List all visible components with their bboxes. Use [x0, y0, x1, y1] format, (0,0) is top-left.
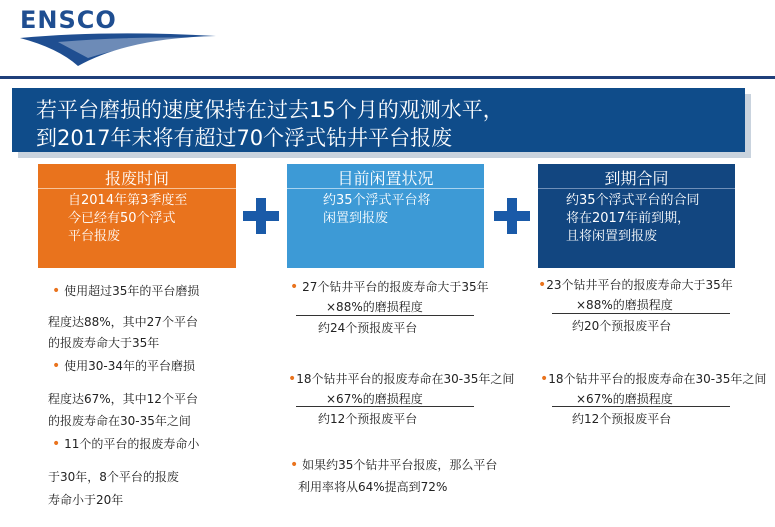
calc-line: ×88%的磨损程度 — [326, 300, 423, 314]
bullet-icon: • — [538, 277, 547, 293]
plus-icon — [241, 196, 281, 236]
bullet-icon: • — [288, 371, 297, 387]
box-title-divider — [538, 188, 735, 189]
plus-icon — [492, 196, 532, 236]
list-item: • 使用超过35年的平台磨损 — [52, 283, 200, 299]
list-item: • 11个的平台的报废寿命小 — [52, 436, 200, 452]
box-body-line: 今已经有50个浮式 — [68, 211, 176, 226]
list-item: 于30年，8个平台的报废 — [48, 470, 179, 484]
box-contract-expiry — [538, 164, 735, 268]
calc-divider — [296, 315, 474, 316]
box-body-line: 闲置到报废 — [323, 211, 389, 226]
calc-line: • 27个钻井平台的报废寿命大于35年 — [290, 279, 489, 295]
box-body-line: 平台报废 — [68, 229, 121, 244]
bullet-icon: • — [52, 436, 61, 452]
logo-swoosh-icon — [18, 28, 218, 68]
box-body-line: 约35个浮式平台将 — [323, 193, 431, 208]
header-divider — [0, 76, 775, 79]
list-item: 的报废寿命在30-35年之间 — [48, 414, 191, 428]
calc-result: 约20个预报废平台 — [572, 319, 672, 333]
list-item: 程度达88%，其中27个平台 — [48, 315, 198, 329]
calc-divider — [552, 313, 730, 314]
box-title-divider — [287, 188, 484, 189]
banner-line-2: 到2017年末将有超过70个浮式钻井平台报废 — [36, 126, 453, 150]
box-title: 报废时间 — [104, 169, 169, 188]
bullet-icon: • — [290, 279, 299, 295]
calc-divider — [552, 406, 730, 407]
calc-divider — [296, 406, 474, 407]
list-item: 程度达67%，其中12个平台 — [48, 392, 198, 406]
box-title: 到期合同 — [604, 169, 669, 188]
bullet-icon: • — [52, 358, 61, 374]
box-title-divider — [38, 188, 236, 189]
calc-line: ×88%的磨损程度 — [576, 298, 673, 312]
box-retirement-time — [38, 164, 236, 268]
calc-line: ×67%的磨损程度 — [576, 392, 673, 406]
bullet-icon: • — [290, 457, 299, 473]
box-body-line: 且将闲置到报废 — [566, 229, 658, 244]
calc-line: •18个钻井平台的报废寿命在30-35年之间 — [288, 371, 515, 387]
calc-line: ×67%的磨损程度 — [326, 392, 423, 406]
calc-result: 约24个预报废平台 — [318, 321, 418, 335]
list-item: 寿命小于20年 — [48, 493, 124, 507]
box-body-line: 自2014年第3季度至 — [68, 193, 188, 208]
bullet-icon: • — [540, 371, 549, 387]
calc-line: •18个钻井平台的报废寿命在30-35年之间 — [540, 371, 767, 387]
box-title: 目前闲置状况 — [337, 169, 434, 188]
box-idle-status — [287, 164, 484, 268]
company-logo: ENSCO — [20, 6, 117, 34]
list-item: 的报废寿命大于35年 — [48, 336, 160, 350]
calc-line: •23个钻井平台的报废寿命大于35年 — [538, 277, 733, 293]
calc-result: 约12个预报废平台 — [572, 412, 672, 426]
box-body-line: 约35个浮式平台的合同 — [566, 193, 700, 208]
calc-result: 约12个预报废平台 — [318, 412, 418, 426]
title-banner — [12, 88, 745, 152]
list-item: • 使用30-34年的平台磨损 — [52, 358, 195, 374]
banner-line-1: 若平台磨损的速度保持在过去15个月的观测水平， — [36, 98, 504, 122]
note-line: • 如果约35个钻井平台报废，那么平台 — [290, 457, 498, 473]
bullet-icon: • — [52, 283, 61, 299]
note-line: 利用率将从64%提高到72% — [298, 480, 448, 494]
box-body-line: 将在2017年前到期， — [566, 211, 691, 226]
